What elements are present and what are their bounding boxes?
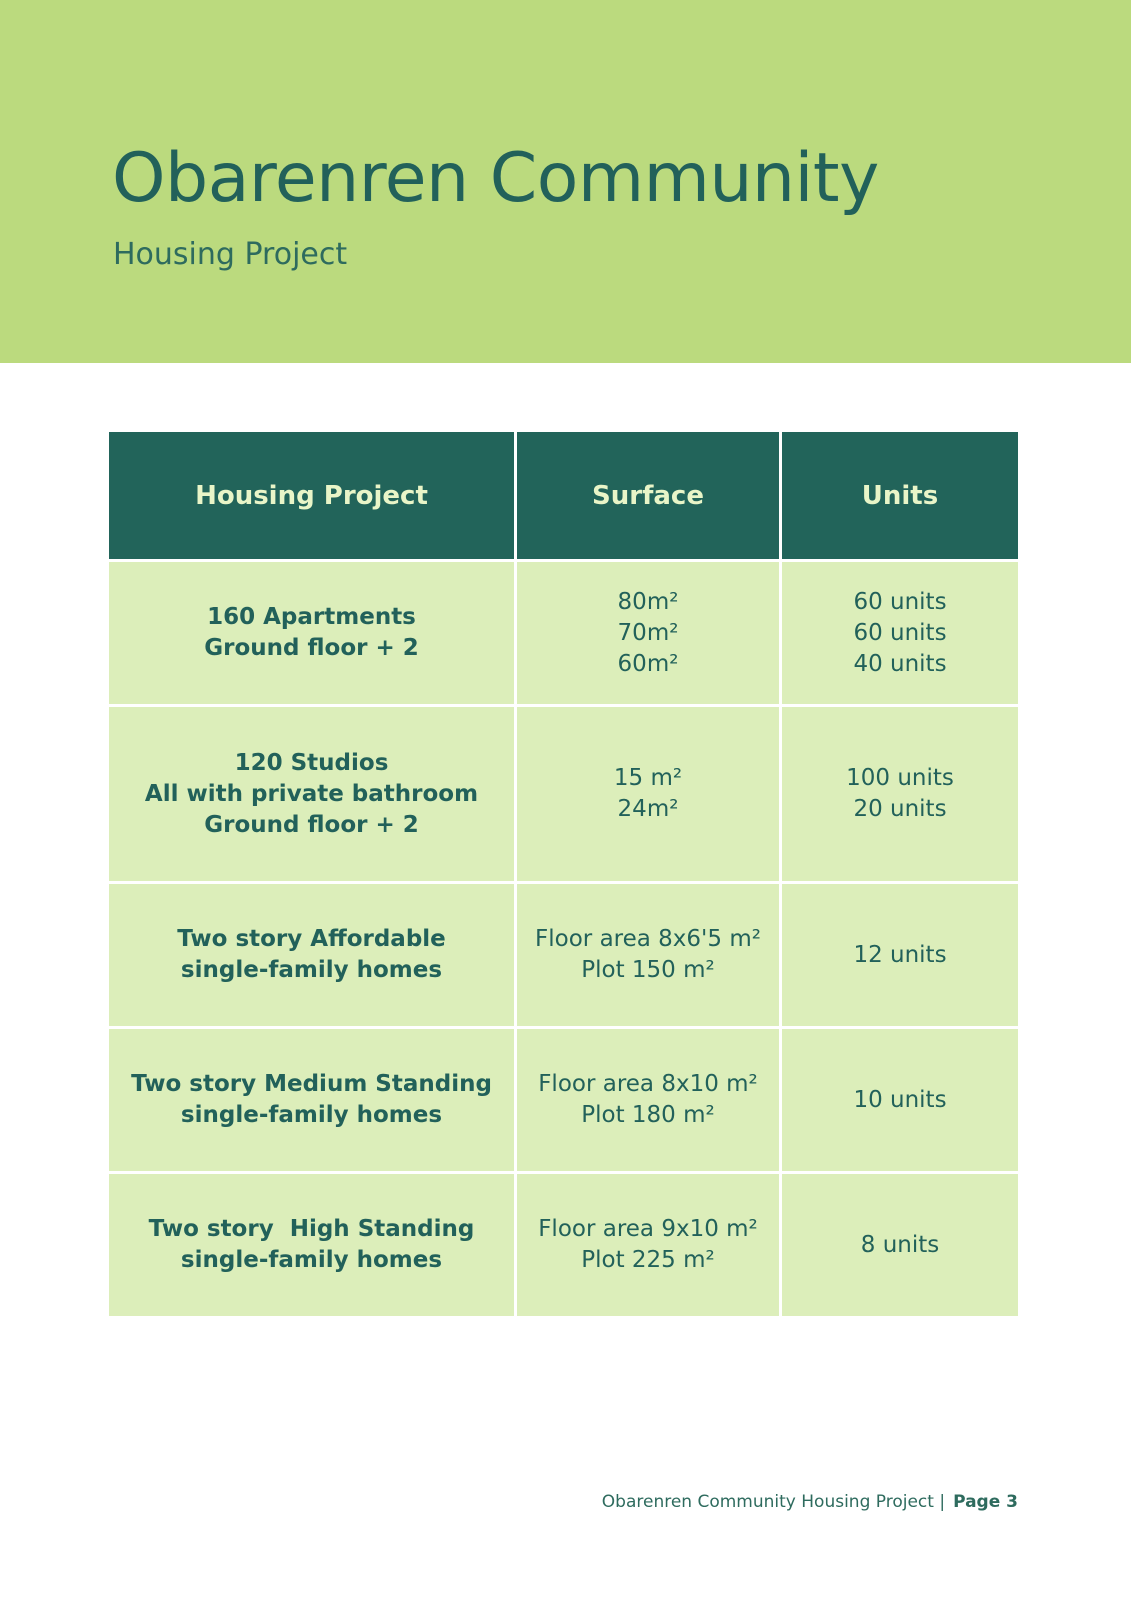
housing-table xyxy=(109,432,1018,1319)
project-cell xyxy=(109,1029,514,1171)
units-line: 100 units xyxy=(846,765,954,791)
project-line: Two story Affordable xyxy=(177,926,446,952)
project-line: Ground floor + 2 xyxy=(204,811,419,838)
column-header-housing-project: Housing Project xyxy=(109,432,514,559)
project-line: single-family homes xyxy=(180,957,443,983)
units-cell xyxy=(782,884,1018,1026)
surface-line: Plot 225 m² xyxy=(581,1247,715,1273)
surface-cell xyxy=(517,884,779,1026)
header-band xyxy=(0,0,1131,363)
surface-line: 24m² xyxy=(617,796,679,822)
project-cell xyxy=(109,707,514,881)
project-line: 120 Studios xyxy=(234,749,389,776)
project-line: Ground floor + 2 xyxy=(204,635,419,661)
units-cell xyxy=(782,1174,1018,1316)
page-number: Page 3 xyxy=(953,1492,1018,1512)
surface-line: 70m² xyxy=(617,619,679,646)
surface-line: Plot 180 m² xyxy=(581,1102,715,1128)
units-line: 60 units xyxy=(853,588,947,615)
units-line: 8 units xyxy=(860,1231,940,1258)
surface-line: 80m² xyxy=(617,588,679,615)
units-line: 20 units xyxy=(853,796,947,822)
page-title: Obarenren Community xyxy=(112,139,879,218)
project-line: All with private bathroom xyxy=(144,780,479,807)
surface-line: Plot 150 m² xyxy=(581,957,715,983)
units-cell xyxy=(782,1029,1018,1171)
surface-cell xyxy=(517,1029,779,1171)
surface-line: 60m² xyxy=(617,650,679,677)
units-line: 12 units xyxy=(853,941,947,968)
project-line: Two story Medium Standing xyxy=(131,1071,492,1097)
column-header-surface: Surface xyxy=(517,432,779,559)
project-line: Two story High Standing xyxy=(148,1216,475,1242)
footer-text: Obarenren Community Housing Project | xyxy=(601,1492,946,1512)
column-header-units: Units xyxy=(782,432,1018,559)
page-subtitle: Housing Project xyxy=(113,237,348,272)
surface-cell xyxy=(517,1174,779,1316)
surface-line: Floor area 8x6'5 m² xyxy=(535,926,761,952)
surface-line: 15 m² xyxy=(613,765,683,791)
units-line: 40 units xyxy=(853,650,947,677)
units-line: 10 units xyxy=(853,1086,947,1113)
units-line: 60 units xyxy=(853,619,947,646)
project-cell xyxy=(109,1174,514,1316)
units-cell xyxy=(782,707,1018,881)
surface-line: Floor area 8x10 m² xyxy=(538,1071,758,1097)
project-line: single-family homes xyxy=(180,1247,443,1273)
surface-cell xyxy=(517,707,779,881)
surface-line: Floor area 9x10 m² xyxy=(538,1216,758,1242)
project-line: single-family homes xyxy=(180,1102,443,1128)
project-line: 160 Apartments xyxy=(207,604,416,630)
surface-cell xyxy=(517,562,779,704)
page-footer xyxy=(602,1492,1018,1512)
project-cell xyxy=(109,562,514,704)
project-cell xyxy=(109,884,514,1026)
units-cell xyxy=(782,562,1018,704)
